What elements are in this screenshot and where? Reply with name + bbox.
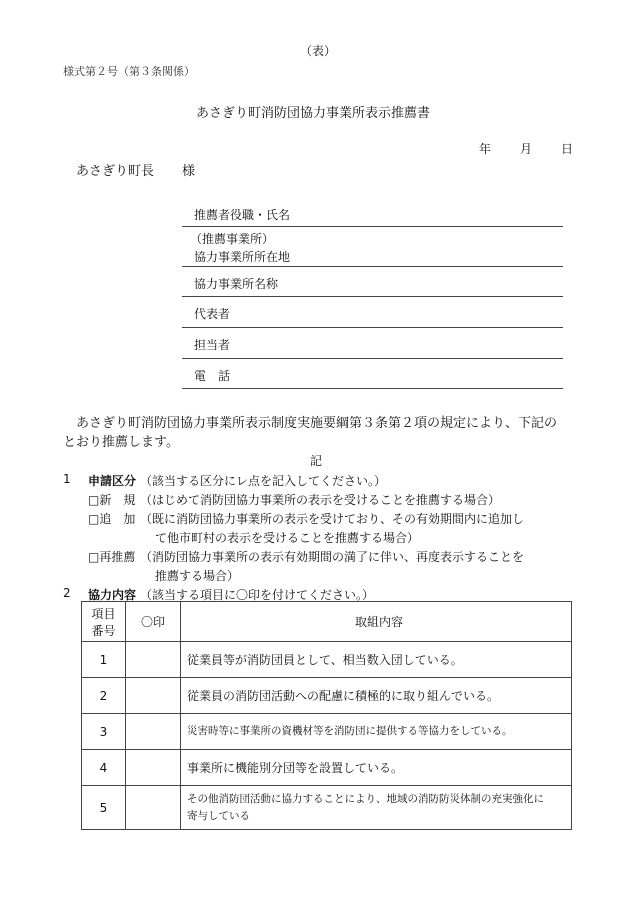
section1-heading: 申請区分 <box>88 474 137 488</box>
field-recommender-name-label: 推薦者役職・氏名 <box>194 208 291 222</box>
section2-note: （該当する項目に〇印を付けてください。） <box>140 588 375 602</box>
table-row <box>82 714 572 750</box>
option-add-text-2: て他市町村の表示を受けることを推薦する場合） <box>155 531 420 545</box>
date-day-label: 日 <box>561 142 574 156</box>
row-mark-cell[interactable] <box>126 678 181 714</box>
field-business-name-line[interactable] <box>182 296 563 297</box>
header-content: 取組内容 <box>181 602 572 642</box>
section1-number: 1 <box>63 472 71 486</box>
row-number: 1 <box>82 642 126 678</box>
header-mark: 〇印 <box>126 602 181 642</box>
option-renew-text: （消防団協力事業所の表示有効期間の満了に伴い、再度表示することを <box>140 550 525 564</box>
body-text-line2: とおり推薦します。 <box>63 435 179 450</box>
row-content: 事業所に機能別分団等を設置している。 <box>181 750 572 786</box>
row-content: 災害時等に事業所の資機材等を消防団に提供する等協力をしている。 <box>181 714 572 750</box>
header-item-number-line2: 番号 <box>91 623 116 638</box>
header-item-number-line1: 項目 <box>91 606 116 621</box>
option-renew-checkbox[interactable]: □再推薦 <box>88 550 136 564</box>
table-row <box>82 642 572 678</box>
field-business-name-label: 協力事業所名称 <box>194 277 279 291</box>
field-representative-line[interactable] <box>182 327 563 328</box>
row-mark-cell[interactable] <box>126 750 181 786</box>
table-row <box>82 786 572 830</box>
header-item-number <box>82 602 126 642</box>
ki-label: 記 <box>310 454 323 468</box>
field-business-address-line[interactable] <box>182 266 563 267</box>
row-content <box>181 786 572 830</box>
option-new-checkbox[interactable]: □新 規 <box>88 493 136 507</box>
body-text-line1: あさぎり町消防団協力事業所表示制度実施要綱第３条第２項の規定により、下記の <box>76 416 558 431</box>
field-representative-label: 代表者 <box>194 307 231 321</box>
row-number: 2 <box>82 678 126 714</box>
table-row <box>82 750 572 786</box>
addressee-honorific: 様 <box>182 164 196 179</box>
row-content: 従業員の消防団活動への配慮に積極的に取り組んでいる。 <box>181 678 572 714</box>
page-side-label: （表） <box>300 44 337 58</box>
document-title: あさぎり町消防団協力事業所表示推薦書 <box>196 106 431 121</box>
field-contact-person-label: 担当者 <box>194 338 231 352</box>
section2-number: 2 <box>63 586 71 600</box>
field-recommender-name-line[interactable] <box>182 226 563 227</box>
row-content-line1: その他消防団活動に協力することにより、地域の消防防災体制の充実強化に <box>187 792 544 805</box>
row-number: 3 <box>82 714 126 750</box>
addressee: あさぎり町長 <box>76 164 155 179</box>
row-mark-cell[interactable] <box>126 786 181 830</box>
option-add-text: （既に消防団協力事業所の表示を受けており、その有効期間内に追加し <box>140 512 525 526</box>
field-phone-line[interactable] <box>182 388 563 389</box>
table-row <box>82 678 572 714</box>
row-content-line2: 寄与している <box>187 809 250 822</box>
section1-note: （該当する区分にレ点を記入してください。） <box>140 474 387 488</box>
cooperation-table <box>81 601 572 830</box>
field-phone-label: 電 話 <box>194 369 231 383</box>
field-contact-person-line[interactable] <box>182 358 563 359</box>
form-number: 様式第２号（第３条関係） <box>63 65 195 78</box>
date-month-label: 月 <box>520 142 533 156</box>
option-renew-text-2: 推薦する場合） <box>155 569 240 583</box>
row-content: 従業員等が消防団員として、相当数入団している。 <box>181 642 572 678</box>
row-number: 4 <box>82 750 126 786</box>
option-new-text: （はじめて消防団協力事業所の表示を受けることを推薦する場合） <box>140 493 501 507</box>
row-mark-cell[interactable] <box>126 714 181 750</box>
section2-heading: 協力内容 <box>88 588 137 602</box>
field-business-heading: （推薦事業所） <box>190 232 275 246</box>
date-year-label: 年 <box>479 142 492 156</box>
field-business-address-label: 協力事業所所在地 <box>194 250 291 264</box>
table-header-row <box>82 602 572 642</box>
row-number: 5 <box>82 786 126 830</box>
option-add-checkbox[interactable]: □追 加 <box>88 512 136 526</box>
row-mark-cell[interactable] <box>126 642 181 678</box>
